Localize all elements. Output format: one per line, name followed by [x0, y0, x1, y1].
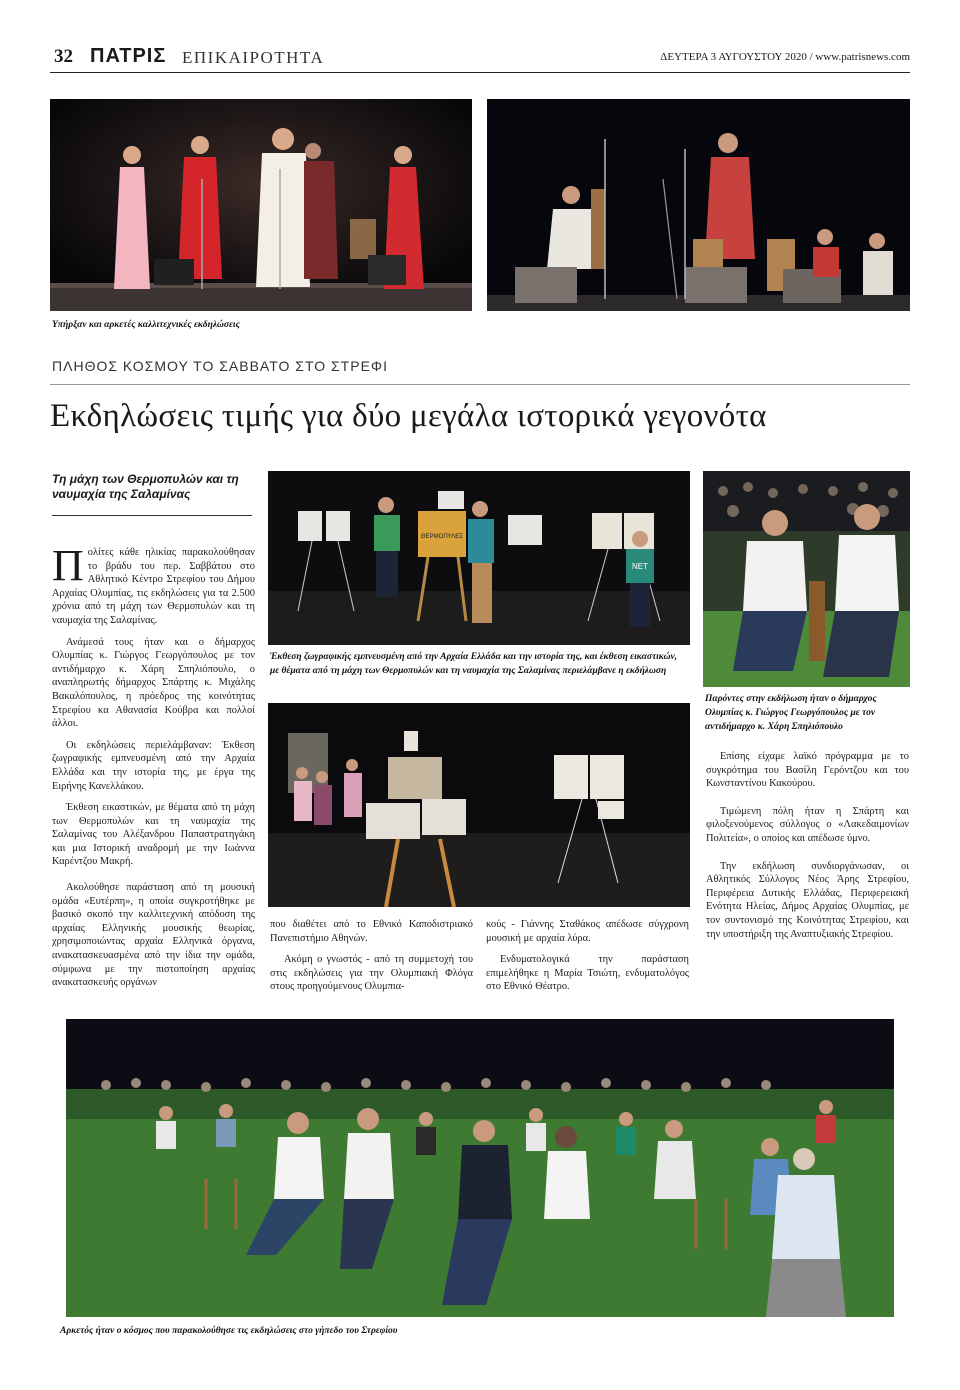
paragraph: κούς - Γιάννης Σταθάκος απέδωσε σύγχρονη μουσική με αρχαία λύρα. — [486, 919, 689, 944]
paragraph: Ακολούθησε παράσταση από τη μουσική ομάδα «Ευτέρπη», η οποία συγκροτήθηκε με βασικό σκοπό την καλλιτεχνική απόδοση της αρχαίας Ελληνικής μουσικής θεωρίας, χρησιμοποιώντας αρχαία Ελληνικά όργανα, ανακατασκευασμένα από την ίδια την ομάδα, σύμφωνα με την πιστοποίηση αρχαίας ανακατασκευής οργάνων — [52, 882, 255, 989]
photo-officials — [703, 471, 910, 687]
photo-exhibition — [268, 471, 690, 645]
dropcap: Π — [52, 541, 84, 590]
photo-musicians — [487, 99, 910, 311]
paragraph: Ανάμεσά τους ήταν και ο δήμαρχος Ολυμπίας κ. Γιώργος Γεωργόπουλος με τον αντιδήμαρχο κ. Χάρη Σπηλιόπουλο, ο αναπληρωτής δήμαρχος Σπάρτης κ. Μιχάλης Βακαλόπουλος, η πρόεδρος της κοινότητας Στρεφίου κα Αθανασία Κούβρα και πολλοί άλλοι. — [52, 636, 255, 730]
paragraph: Επίσης είχαμε λαϊκό πρόγραμμα με το συγκρότημα του Βασίλη Γερόντζου και του Κωνσταντίνου Κακούρου. — [706, 751, 909, 790]
painting-label: ΘΕΡΜΟΠΥΛΕΣ — [421, 534, 463, 540]
paragraph: Τιμώμενη πόλη ήταν η Σπάρτη και φιλοξενούμενος σύλλογος ο «Λακεδαιμονίων Πολιτεία», ο οποίος και απέδωσε ύμνο. — [706, 805, 909, 844]
section-name: ΕΠΙΚΑΙΡΟΤΗΤΑ — [182, 48, 325, 67]
paragraph: Την εκδήλωση συνδιοργάνωσαν, οι Αθλητικός Σύλλογος Νέος Άρης Στρεφίου, Περιφέρεια Δυτικής Ελλάδας, Περιφερειακή Ενότητα Ηλείας, Δήμος Αρχαίας Ολυμπίας, με τον συντονισμό της Κοινότητας Στρεφίου, και την υποστήριξη της Αναπτυξιακής Στρεφίου. — [706, 860, 909, 940]
caption-officials: Παρόντες στην εκδήλωση ήταν ο δήμαρχος Ολυμπίας κ. Γιώργος Γεωργόπουλος με τον αντιδήμαρχο κ. Χάρη Σπηλιόπουλο — [705, 694, 877, 732]
paragraph-intro: Πολίτες κάθε ηλικίας παρακολούθησαν το βράδυ του περ. Σαββάτου στο Αθλητικό Κέντρο Στρεφίου του Δήμου Αρχαίας Ολυμπίας, τις εκδηλώσεις για τα 2.500 χρόνια από τη μάχη των Θερμοπυλών και τη ναυμαχία της Σαλαμίνας. — [52, 541, 255, 626]
photo-stage-performers — [50, 99, 472, 311]
caption-exhibition: Έκθεση ζωγραφικής εμπνευσμένη από την Αρχαία Ελλάδα και την ιστορία της, και έκθεση εικαστικών, με θέματα από τη μάχη των Θερμοπυλών και τη ναυμαχία της Σαλαμίνας περιελάμβανε η εκδήλωση — [270, 652, 678, 676]
kicker-rule — [50, 384, 910, 385]
newspaper-logo: ΠΑΤΡΙΣ — [90, 45, 167, 67]
photo-exhibition-night — [268, 703, 690, 907]
article-kicker: ΠΛΗΘΟΣ ΚΟΣΜΟΥ ΤΟ ΣΑΒΒΑΤΟ ΣΤΟ ΣΤΡΕΦΙ — [52, 358, 388, 374]
photo-audience — [66, 1019, 894, 1317]
text-column-1 — [52, 541, 255, 998]
paragraph: Ακόμη ο γνωστός - από τη συμμετοχή του στις εκδηλώσεις για την Ολυμπιακή Φλόγα στους προηγούμενους Ολυμπια- — [270, 954, 473, 993]
page-number: 32 — [54, 46, 73, 67]
paragraph: που διαθέτει από το Εθνικό Καποδιστριακό Πανεπιστήμιο Αθηνών. — [270, 919, 473, 944]
text-column-2 — [270, 918, 473, 1002]
article-subhead: Τη μάχη των Θερμοπυλών και τη ναυμαχία της Σαλαμίνας — [52, 472, 239, 501]
caption-audience: Αρκετός ήταν ο κόσμος που παρακολούθησε τις εκδηλώσεις στο γήπεδο του Στρεφίου — [60, 1326, 398, 1336]
issue-date: ΔΕΥΤΕΡΑ 3 ΑΥΓΟΥΣΤΟΥ 2020 / www.patrisnews.com — [660, 51, 910, 63]
text-column-4 — [706, 750, 909, 949]
paragraph: Έκθεση εικαστικών, με θέματα από τη μάχη των Θερμοπυλών και τη ναυμαχία της Σαλαμίνας του Αλέξανδρου Παπαστρατηγάκη και μια Ιστορική αναδρομή με την Ιωάννα Καρέντζου Μακρή. — [52, 802, 255, 868]
header-rule — [50, 72, 910, 73]
text-column-3 — [486, 918, 689, 1002]
subhead-rule — [52, 515, 252, 516]
caption-top: Υπήρξαν και αρκετές καλλιτεχνικές εκδηλώσεις — [52, 320, 240, 330]
article-headline: Εκδηλώσεις τιμής για δύο μεγάλα ιστορικά γεγονότα — [50, 398, 767, 434]
paragraph: Ενδυματολογικά την παράσταση επιμελήθηκε η Μαρία Τσιώτη, ενδυματολόγος στο Εθνικό Θέατρο. — [486, 954, 689, 993]
shirt-text: NET — [632, 562, 648, 571]
paragraph: Οι εκδηλώσεις περιελάμβαναν: Έκθεση ζωγραφικής εμπνευσμένη από την Αρχαία Ελλάδα και την ιστορία της, με έργα της Ειρήνης Κανελλάκου. — [52, 739, 255, 792]
